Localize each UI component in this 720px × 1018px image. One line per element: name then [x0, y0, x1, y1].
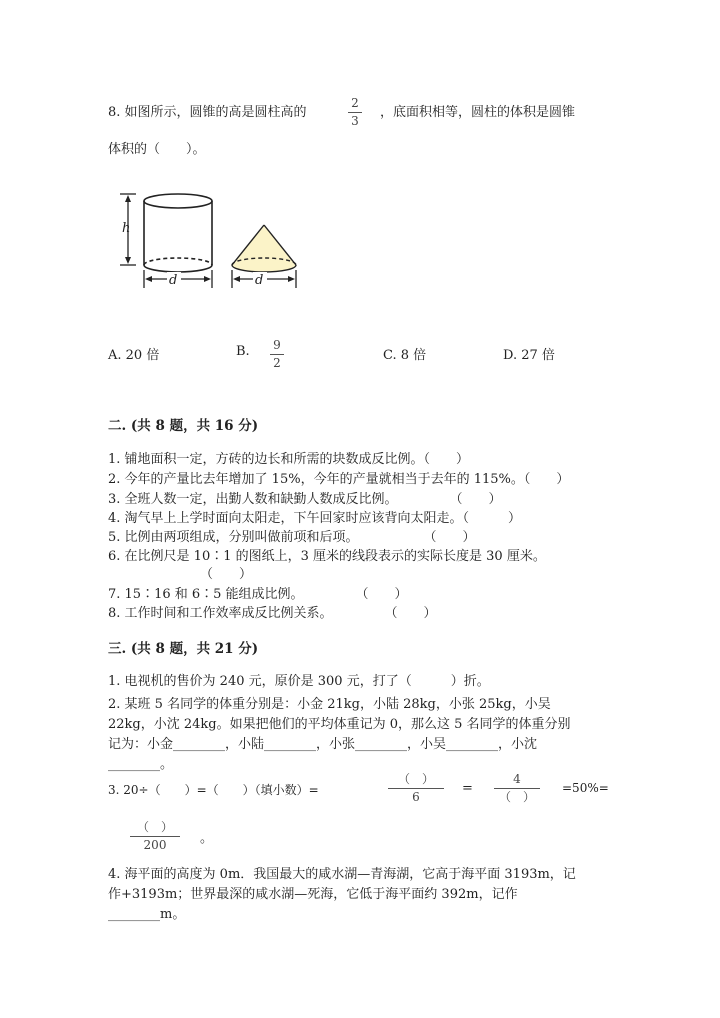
section2-item: 3. 全班人数一定，出勤人数和缺勤人数成反比例。 （ ）: [108, 492, 502, 507]
section2-item: 7. 15∶16 和 6∶5 能组成比例。 （ ）: [108, 587, 408, 602]
fraction-denominator: （ ）: [498, 790, 535, 804]
q3-fraction-3: [130, 820, 180, 853]
cylinder-shape: [144, 194, 212, 272]
q3-equals: =: [462, 781, 473, 796]
section3-q4-line: ________m。: [108, 907, 186, 922]
q3-fraction-2: [494, 772, 540, 805]
section3-q1: 1. 电视机的售价为 240 元，原价是 300 元，打了（ ）折。: [108, 674, 490, 689]
section2-item: 5. 比例由两项组成，分别叫做前项和后项。 （ ）: [108, 530, 476, 545]
section2-item: 2. 今年的产量比去年增加了 15%，今年的产量就相当于去年的 115%。（ ）: [108, 472, 570, 487]
section2-item-6-bracket: （ ）: [200, 567, 253, 582]
q8-fraction: [348, 96, 362, 129]
cylinder-cone-figure: [108, 188, 308, 293]
section2-item: 4. 淘气早上上学时面向太阳走，下午回家时应该背向太阳走。（ ）: [108, 511, 522, 526]
q3-suffix: =50%=: [562, 781, 609, 795]
section3-q4-line: 作+3193m；世界最深的咸水湖—死海，它低于海平面约 392m，记作: [108, 887, 518, 902]
fraction-numerator: 9: [273, 338, 281, 352]
section3-q2-line: 22kg，小沈 24kg。如果把他们的平均体重记为 0，那么这 5 名同学的体重分别: [108, 717, 571, 732]
section3-title: 三. (共 8 题，共 21 分): [108, 641, 259, 657]
fraction-bar: [348, 112, 362, 113]
fraction-bar: [270, 354, 284, 355]
fraction-numerator: （ ）: [136, 820, 173, 834]
section2-item: 1. 铺地面积一定，方砖的边长和所需的块数成反比例。（ ）: [108, 452, 470, 467]
section2-title: 二. (共 8 题，共 16 分): [108, 418, 259, 434]
cylinder-diameter-label: d: [169, 273, 178, 288]
q3-fraction-1: [388, 772, 444, 805]
q3-end: 。: [200, 831, 214, 846]
q8-text-part2: ，底面积相等，圆柱的体积是圆锥: [380, 105, 576, 120]
option-a: A. 20 倍: [108, 348, 160, 363]
section2-item: 8. 工作时间和工作效率成反比例关系。 （ ）: [108, 606, 437, 621]
section3-q2-line: 2. 某班 5 名同学的体重分别是：小金 21kg，小陆 28kg，小张 25kg，小吴: [108, 697, 551, 712]
fraction-denominator: 6: [412, 790, 420, 804]
section3-q3-prefix: 3. 20÷（ ）=（ ）（填小数）=: [108, 783, 319, 797]
option-d: D. 27 倍: [503, 348, 555, 363]
option-c: C. 8 倍: [383, 348, 427, 363]
cone-diameter-label: d: [255, 273, 264, 288]
cone-shape: [232, 225, 296, 272]
fraction-bar: [130, 836, 180, 837]
q8-text-part1: 8. 如图所示，圆锥的高是圆柱高的: [108, 105, 307, 120]
section3-q2-line: ________。: [108, 757, 174, 772]
option-b-label: B.: [236, 344, 250, 359]
fraction-denominator: 2: [273, 356, 281, 370]
fraction-denominator: 3: [351, 114, 359, 128]
fraction-bar: [494, 788, 540, 789]
q8-text-line2: 体积的（ ）。: [108, 142, 206, 157]
section3-q4-line: 4. 海平面的高度为 0m．我国最大的咸水湖—青海湖，它高于海平面 3193m，记: [108, 867, 576, 882]
section3-q2-line: 记为：小金________，小陆________，小张________，小吴________，小沈: [108, 737, 538, 752]
height-label: h: [122, 221, 131, 236]
fraction-denominator: 200: [143, 838, 167, 852]
section2-item: 6. 在比例尺是 10∶1 的图纸上，3 厘米的线段表示的实际长度是 30 厘米。: [108, 549, 546, 564]
fraction-numerator: （ ）: [397, 772, 434, 786]
fraction-numerator: 2: [351, 96, 359, 110]
fraction-bar: [388, 788, 444, 789]
option-b-fraction: [270, 338, 284, 371]
fraction-numerator: 4: [513, 772, 521, 786]
